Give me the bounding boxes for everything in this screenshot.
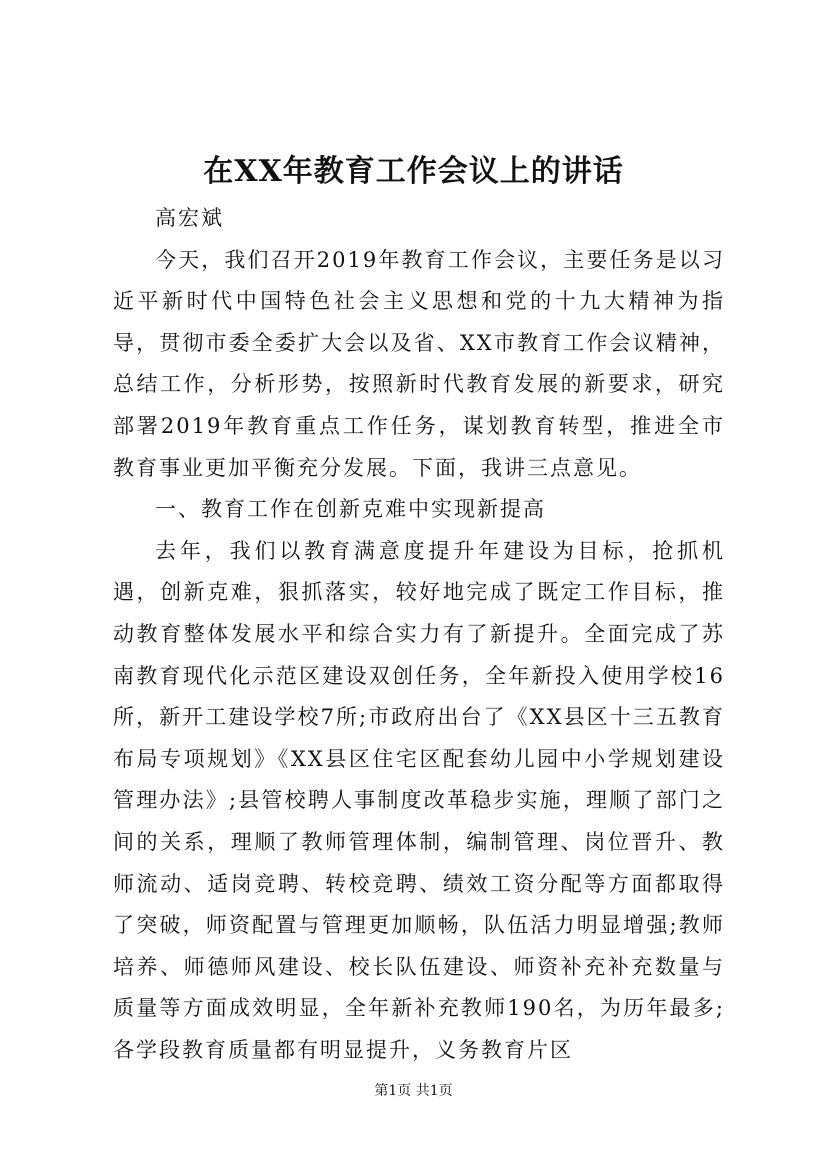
page-footer: 第1页 共1页	[374, 1083, 453, 1099]
paragraph-last-year: 去年，我们以教育满意度提升年建设为目标，抢抓机遇，创新克难，狠抓落实，较好地完成了既定工作目标，推动教育整体发展水平和综合实力有了新提升。全面完成了苏南教育现代化示范区建设双创任务，全年新投入使用学校16所，新开工建设学校7所;市政府出台了《XX县区十三五教育布局专项规划》《XX县区住宅区配套幼儿园中小学规划建设管理办法》;县管校聘人事制度改革稳步实施，理顺了部门之间的关系，理顺了教师管理体制，编制管理、岗位晋升、教师流动、适岗竞聘、转校竞聘、绩效工资分配等方面都取得了突破，师资配置与管理更加顺畅，队伍活力明显增强;教师培养、师德师风建设、校长队伍建设、师资补充补充数量与质量等方面成效明显，全年新补充教师190名，为历年最多;各学段教育质量都有明显提升，义务教育片区	[113, 538, 725, 1062]
author-line: 高宏斌	[155, 206, 224, 230]
paragraph-opening: 今天，我们召开2019年教育工作会议，主要任务是以习近平新时代中国特色社会主义思想和党的十九大精神为指导，贯彻市委全委扩大会以及省、XX市教育工作会议精神，总结工作，分析形势，按照新时代教育发展的新要求，研究部署2019年教育重点工作任务，谋划教育转型，推进全市教育事业更加平衡充分发展。下面，我讲三点意见。	[113, 247, 725, 480]
document-body	[113, 198, 725, 1071]
section-heading-1: 一、教育工作在创新克难中实现新提高	[155, 497, 546, 522]
document-title: 在XX年教育工作会议上的讲话	[203, 154, 624, 189]
